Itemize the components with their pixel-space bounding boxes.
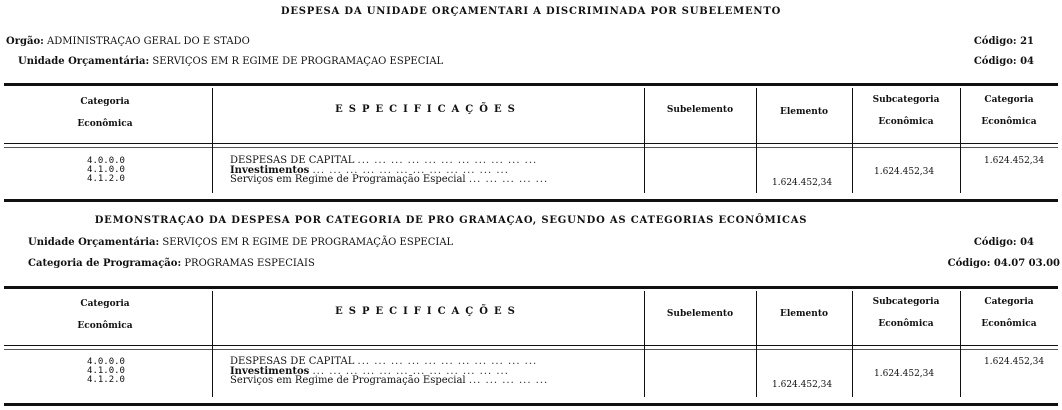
row-dots: ... ... ... ... ... ... ... ... ... ... ... ...: [312, 365, 509, 377]
categoria-value: 1.624.452,34: [984, 156, 1045, 166]
unidade-value-2: SERVIÇOS EM R EGIME DE PROGRAMAÇÃO ESPECIAL: [162, 237, 454, 248]
categoria-programacao-line: [28, 258, 315, 269]
header-categoria-line2: Econômica: [77, 119, 133, 129]
categoria-programacao-label: Categoria de Programação:: [28, 258, 182, 269]
row-code: 4.0.0.0: [87, 156, 125, 166]
row-spec: Serviços em Regime de Programação Especial: [230, 174, 466, 185]
table-1-codes: [46, 157, 166, 184]
table-row: [230, 175, 548, 185]
header-categoria-line1: Categoria: [80, 299, 130, 309]
header-subcategoria-economica: [852, 89, 960, 133]
row-spec: Investimentos: [230, 365, 310, 377]
header-subcategoria-economica: [852, 291, 960, 335]
table-1-header-separator-2: [4, 147, 1058, 148]
table-2-header-separator-2: [4, 349, 1058, 350]
unidade-code-2: [974, 237, 1034, 248]
unidade-code-label-2: Código:: [973, 237, 1017, 248]
orgao-value: ADMINISTRAÇAO GERAL DO E STADO: [47, 36, 250, 47]
section2-title: DEMONSTRAÇAO DA DESPESA POR CATEGORIA DE PRO GRAMAÇAO, SEGUNDO AS CATEGORIAS ECONÔMICAS: [94, 215, 808, 226]
table-2-header-separator: [4, 345, 1058, 346]
unidade-value-1: SERVIÇOS EM R EGIME DE PROGRAMAÇAO ESPECIAL: [152, 56, 444, 67]
orgao-code-label: Código:: [973, 36, 1017, 47]
subcategoria-value: 1.624.452,34: [874, 167, 935, 177]
categoria-programacao-code-value: 04.07 03.00: [993, 258, 1060, 269]
row-code: 4.1.2.0: [87, 375, 125, 385]
row-spec: DESPESAS DE CAPITAL: [230, 356, 355, 367]
header-subelemento: Subelemento: [666, 105, 734, 115]
categoria-programacao-code: [948, 258, 1060, 269]
row-code: 4.1.0.0: [87, 165, 125, 175]
orgao-line: [6, 36, 250, 47]
table-2-codes: [46, 358, 166, 385]
header-categoria-right-line2: Econômica: [981, 117, 1037, 127]
header-subcategoria-line1: Subcategoria: [872, 297, 940, 307]
row-dots: ... ... ... ... ... ... ... ... ... ... ... ...: [312, 164, 509, 176]
orgao-label: Orgão:: [6, 36, 44, 47]
table-row: [230, 376, 548, 386]
header-elemento: Elemento: [780, 309, 828, 319]
subcategoria-value: 1.624.452,34: [874, 369, 935, 379]
row-spec: Investimentos: [230, 164, 310, 176]
orgao-code-value: 21: [1020, 36, 1034, 47]
unidade-line-1: [18, 56, 443, 67]
table-1-header-separator: [4, 143, 1058, 144]
row-dots: ... ... ... ... ...: [468, 174, 549, 185]
row-spec: Serviços em Regime de Programação Especial: [230, 375, 466, 386]
row-code: 4.1.0.0: [87, 366, 125, 376]
unidade-code-label-1: Código:: [973, 56, 1017, 67]
table-2-specs: [230, 357, 548, 386]
header-categoria-right-line1: Categoria: [984, 95, 1034, 105]
orgao-code: [974, 36, 1034, 47]
header-categoria-economica: [40, 293, 170, 337]
header-categoria-right-line1: Categoria: [984, 297, 1034, 307]
header-elemento: Elemento: [780, 107, 828, 117]
header-especificacoes: ESPECIFICAÇÕES: [335, 306, 521, 317]
header-categoria-economica: [40, 91, 170, 135]
section1-title: DESPESA DA UNIDADE ORÇAMENTARI A DISCRIMINADA POR SUBELEMENTO: [280, 6, 782, 17]
header-especificacoes: ESPECIFICAÇÕES: [335, 104, 521, 115]
unidade-line-2: [28, 237, 453, 248]
header-categoria-line1: Categoria: [80, 97, 130, 107]
unidade-label-2: Unidade Orçamentária:: [28, 237, 160, 248]
row-code: 4.0.0.0: [87, 357, 125, 367]
header-categoria-economica-right: [960, 89, 1058, 133]
unidade-code-1: [974, 56, 1034, 67]
elemento-value: 1.624.452,34: [772, 380, 833, 390]
table-1-specs: [230, 156, 548, 185]
header-categoria-line2: Econômica: [77, 321, 133, 331]
unidade-label-1: Unidade Orçamentária:: [18, 56, 150, 67]
row-dots: ... ... ... ... ...: [468, 375, 549, 386]
row-spec: DESPESAS DE CAPITAL: [230, 155, 355, 166]
elemento-value: 1.624.452,34: [772, 178, 833, 188]
header-subcategoria-line2: Econômica: [878, 117, 934, 127]
row-dots: ... ... ... ... ... ... ... ... ... ... ...: [357, 155, 538, 166]
header-categoria-economica-right: [960, 291, 1058, 335]
header-subelemento: Subelemento: [666, 309, 734, 319]
categoria-programacao-code-label: Código:: [947, 258, 991, 269]
row-code: 4.1.2.0: [87, 174, 125, 184]
header-categoria-right-line2: Econômica: [981, 319, 1037, 329]
categoria-value: 1.624.452,34: [984, 357, 1045, 367]
unidade-code-value-2: 04: [1020, 237, 1034, 248]
header-subcategoria-line1: Subcategoria: [872, 95, 940, 105]
unidade-code-value-1: 04: [1020, 56, 1034, 67]
row-dots: ... ... ... ... ... ... ... ... ... ... ...: [357, 356, 538, 367]
categoria-programacao-value: PROGRAMAS ESPECIAIS: [184, 258, 315, 269]
header-subcategoria-line2: Econômica: [878, 319, 934, 329]
